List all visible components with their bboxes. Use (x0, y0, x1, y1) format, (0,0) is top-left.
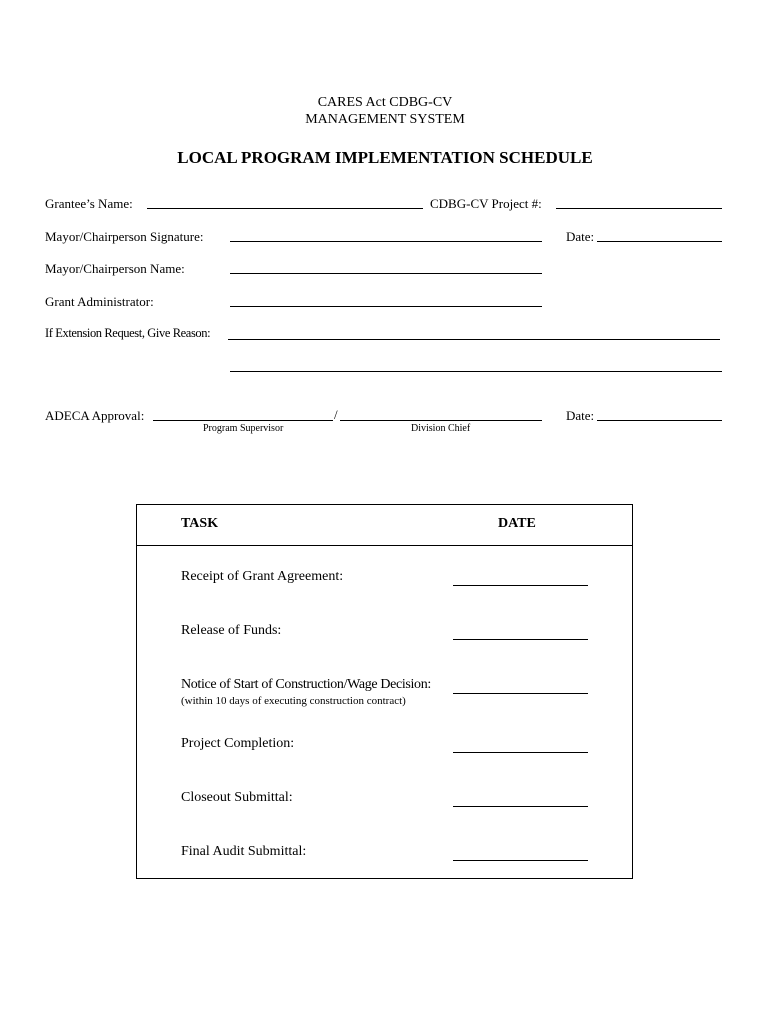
adeca-approval-label: ADECA Approval: (45, 408, 145, 423)
grant-administrator-field[interactable] (230, 306, 542, 307)
signature-date-field[interactable] (597, 241, 722, 242)
page-title: LOCAL PROGRAM IMPLEMENTATION SCHEDULE (177, 148, 593, 167)
grant-administrator-label: Grant Administrator: (45, 294, 154, 309)
task-note-start-of-construction: (within 10 days of executing construction contract) (181, 695, 406, 707)
task-label-closeout-submittal: Closeout Submittal: (181, 790, 293, 805)
date-field-grant-agreement[interactable] (453, 585, 588, 586)
date-field-project-completion[interactable] (453, 752, 588, 753)
grantee-name-field[interactable] (147, 208, 423, 209)
date-field-start-of-construction[interactable] (453, 693, 588, 694)
task-label-release-of-funds: Release of Funds: (181, 623, 282, 638)
approval-date-field[interactable] (597, 420, 722, 421)
project-number-field[interactable] (556, 208, 722, 209)
division-chief-caption: Division Chief (411, 423, 471, 434)
task-label-project-completion: Project Completion: (181, 736, 295, 751)
mayor-name-field[interactable] (230, 273, 542, 274)
signature-date-label: Date: (566, 229, 595, 244)
grantee-name-label: Grantee’s Name: (45, 196, 133, 211)
division-chief-field[interactable] (340, 420, 542, 421)
schedule-table-header (137, 505, 632, 546)
approval-separator: / (334, 407, 338, 422)
task-label-start-of-construction: Notice of Start of Construction/Wage Decision: (181, 677, 431, 692)
task-label-grant-agreement: Receipt of Grant Agreement: (181, 569, 344, 584)
task-label-final-audit: Final Audit Submittal: (181, 844, 307, 859)
approval-date-label: Date: (566, 408, 595, 423)
task-column-header: TASK (181, 516, 219, 531)
date-field-final-audit[interactable] (453, 860, 588, 861)
extension-reason-field[interactable] (228, 339, 720, 340)
mayor-signature-field[interactable] (230, 241, 542, 242)
extension-reason-field-line-2[interactable] (230, 371, 722, 372)
schedule-table (136, 504, 633, 879)
date-field-release-of-funds[interactable] (453, 639, 588, 640)
header-line-2: MANAGEMENT SYSTEM (305, 112, 465, 127)
mayor-name-label: Mayor/Chairperson Name: (45, 261, 185, 276)
date-column-header: DATE (498, 516, 536, 531)
project-number-label: CDBG-CV Project #: (430, 196, 542, 211)
date-field-closeout-submittal[interactable] (453, 806, 588, 807)
program-supervisor-caption: Program Supervisor (203, 423, 284, 434)
header-line-1: CARES Act CDBG-CV (317, 95, 453, 110)
extension-reason-label: If Extension Request, Give Reason: (45, 326, 211, 340)
program-supervisor-field[interactable] (153, 420, 333, 421)
mayor-signature-label: Mayor/Chairperson Signature: (45, 229, 204, 244)
